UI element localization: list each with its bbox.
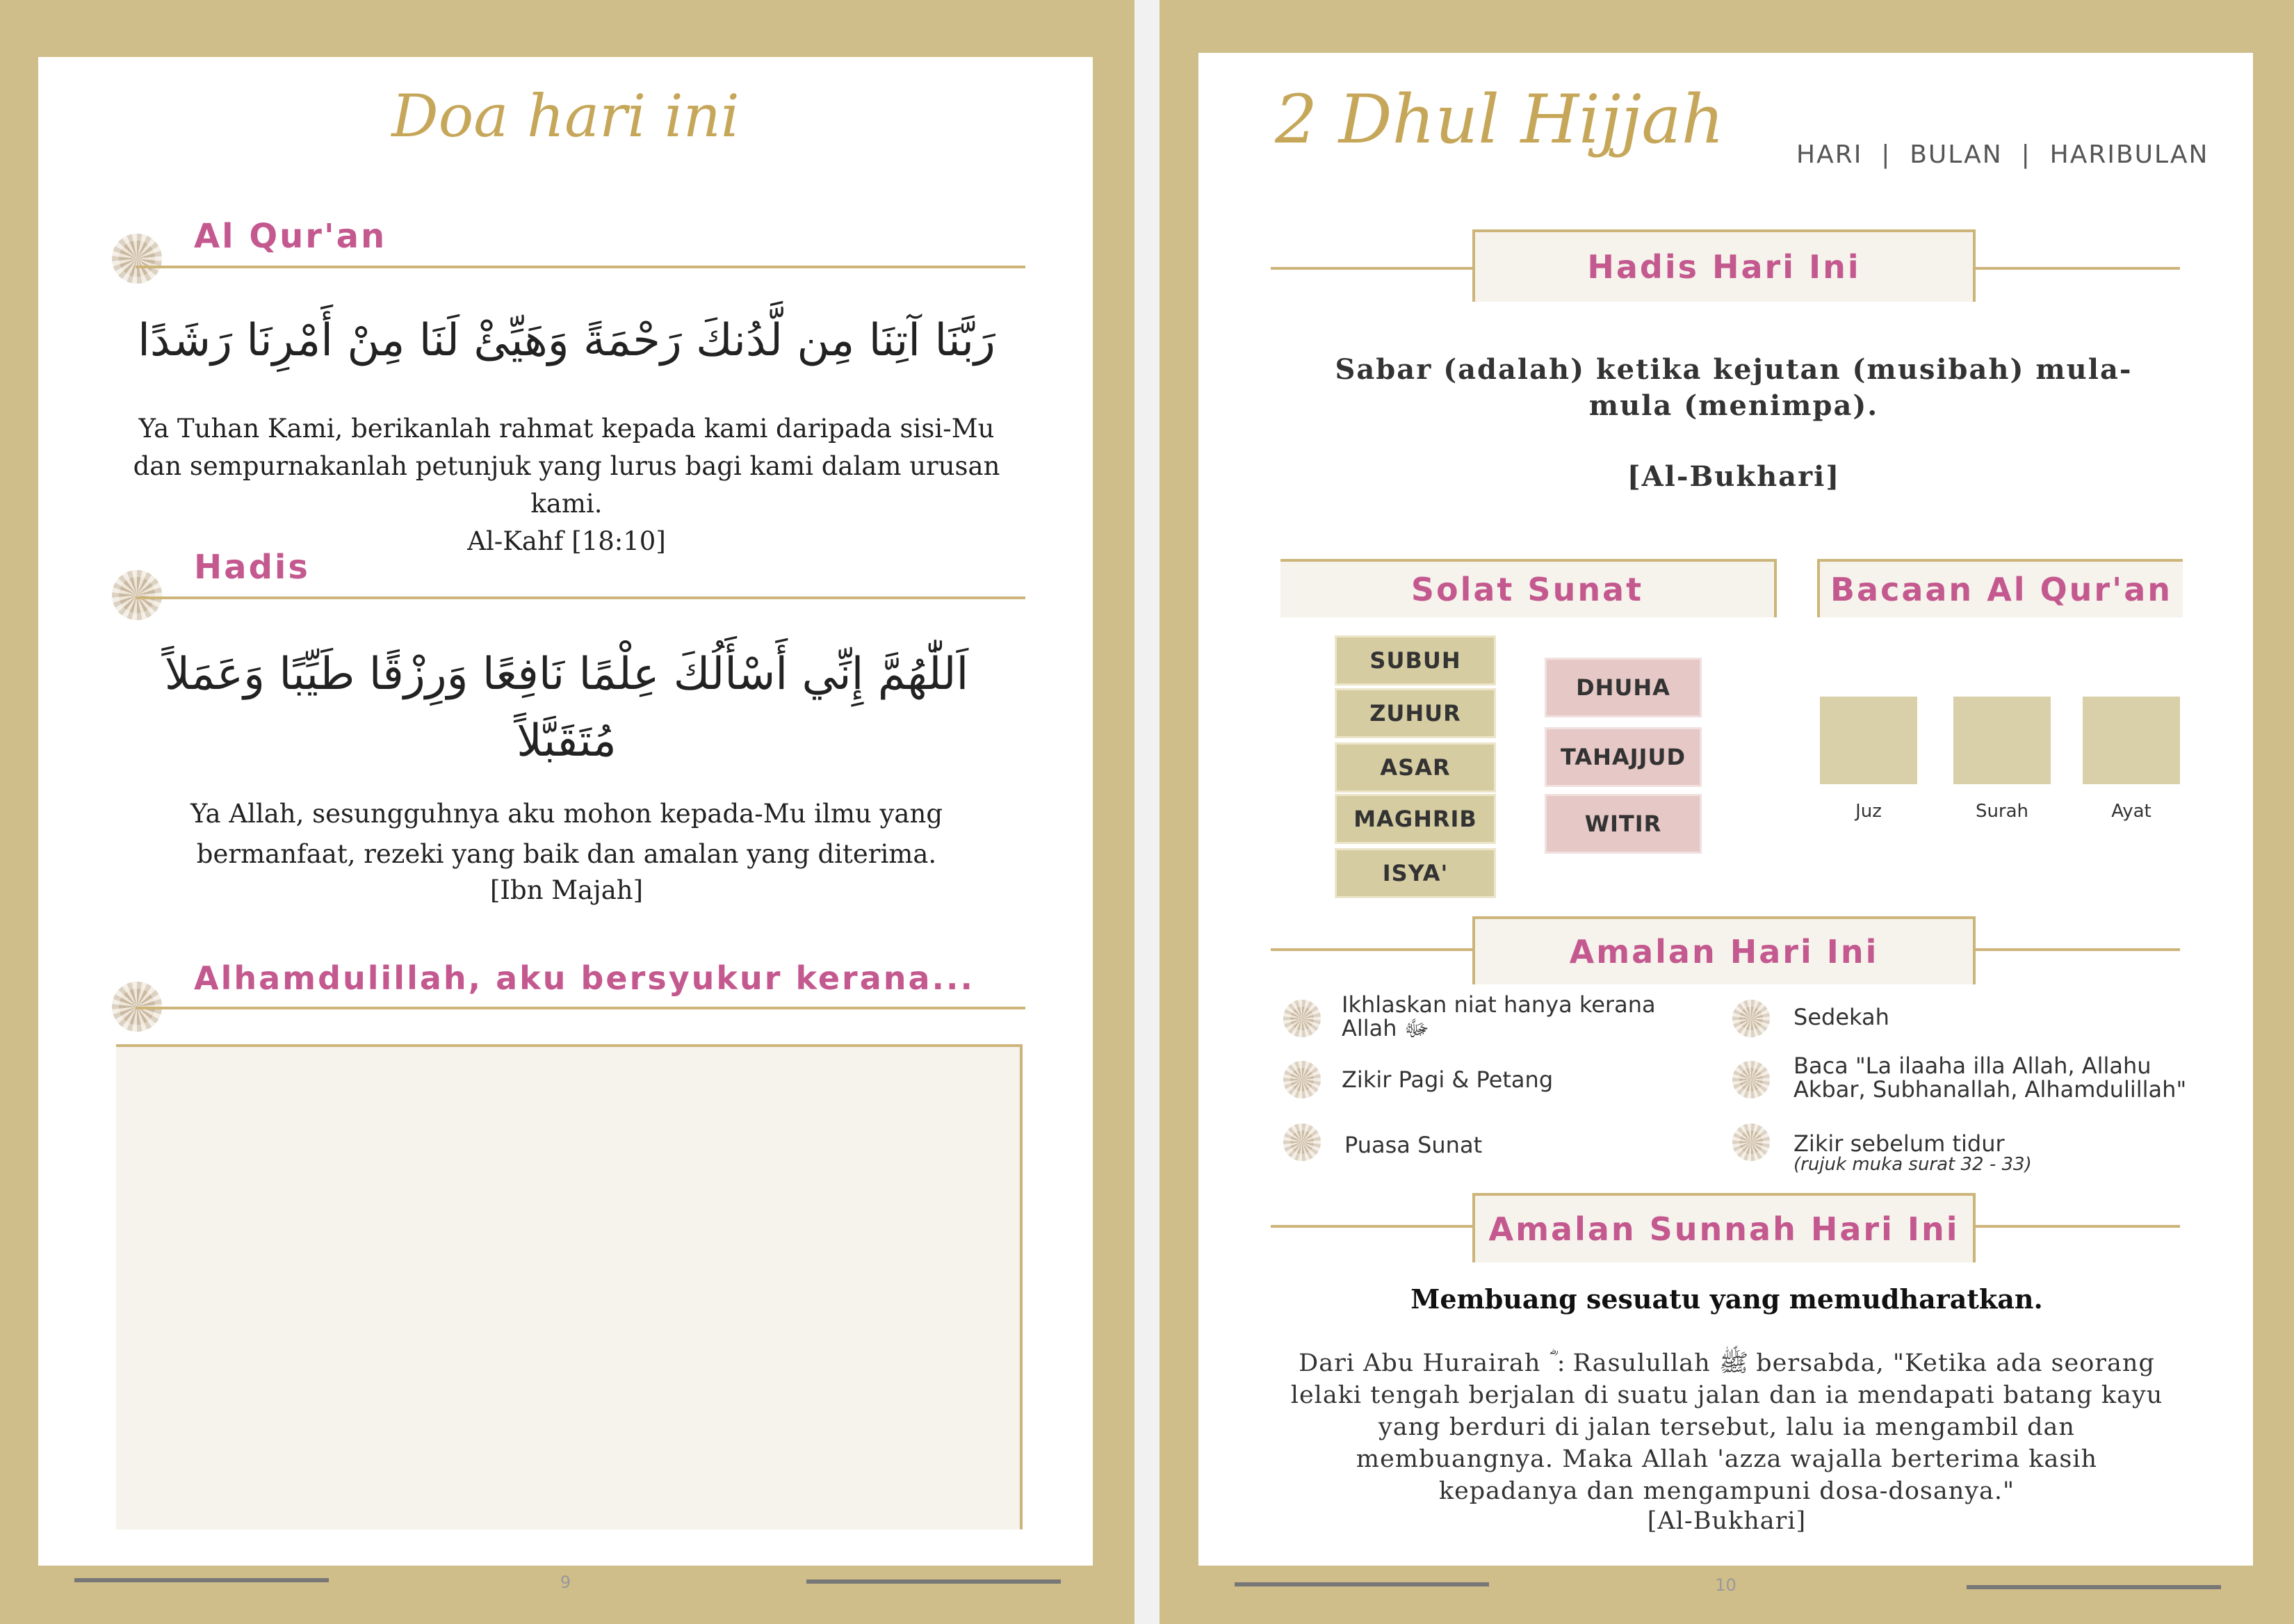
rosette-icon — [1732, 1000, 1770, 1037]
amalan-item: Baca "La ilaaha illa Allah, Allahu Akbar, Subhanallah, Alhamdulillah" — [1793, 1053, 2187, 1103]
amalan-item-text: Zikir sebelum tidur — [1793, 1130, 2005, 1157]
sunnah-text: Dari Abu Hurairah ؓ : Rasulullah ﷺ bersabda, "Ketika ada seorang lelaki tengah berjalan di suatu jalan dan ia mendapati batang kayu yang berduri di jalan tersebut, lalu ia mengambil dan membuangnya. Maka Allah 'azza wajalla berterima kasih kepadanya dan mengampuni dosa-dosanya." — [1290, 1349, 2163, 1505]
hadis-box-heading: Hadis Hari Ini — [1587, 248, 1861, 286]
hadis-box-text: Sabar (adalah) ketika kejutan (musibah) mula-mula (menimpa). — [1335, 353, 2133, 422]
hadis-translation: Ya Allah, sesungguhnya aku mohon kepada-Mu ilmu yang bermanfaat, rezeki yang baik dan amalan yang diterima. — [190, 799, 943, 869]
page-gutter — [1134, 0, 1160, 1624]
solat-tahajjud[interactable]: TAHAJJUD — [1545, 727, 1702, 787]
amalan-item: Zikir Pagi & Petang — [1342, 1066, 1554, 1093]
divider — [1271, 1225, 1472, 1228]
rosette-icon — [1732, 1123, 1770, 1161]
divider — [136, 266, 1025, 268]
bacaan-header — [1817, 559, 2183, 617]
juz-box[interactable] — [1820, 697, 1917, 784]
ayat-box[interactable] — [2083, 697, 2180, 784]
hadis-box-header — [1472, 229, 1976, 302]
left-page — [38, 57, 1093, 1592]
divider — [1976, 267, 2180, 270]
hadis-reference: [Ibn Majah] — [489, 875, 644, 905]
amalan-item-note: (rujuk muka surat 32 - 33) — [1793, 1154, 2032, 1175]
page-number: 10 — [1715, 1575, 1736, 1595]
solat-heading: Solat Sunat — [1410, 571, 1644, 608]
solat-maghrib[interactable]: MAGHRIB — [1335, 794, 1496, 844]
sunnah-reference: [Al-Bukhari] — [1647, 1507, 1807, 1535]
divider — [136, 596, 1025, 599]
divider — [1976, 948, 2180, 951]
ayat-label: Ayat — [2111, 801, 2151, 822]
quran-arabic: رَبَّنَا آتِنَا مِن لَّدُنكَ رَحْمَةً وَهَيِّئْ لَنَا مِنْ أَمْرِنَا رَشَدًا — [138, 315, 995, 366]
date-labels: HARI | BULAN | HARIBULAN — [1796, 140, 2209, 169]
sunnah-heading: Amalan Sunnah Hari Ini — [1488, 1210, 1960, 1248]
amalan-item — [1793, 1132, 2197, 1174]
right-page — [1198, 53, 2253, 1595]
quran-heading: Al Qur'an — [194, 217, 387, 256]
page-title: Doa hari ini — [391, 82, 740, 150]
hadis-box-reference: [Al-Bukhari] — [1627, 460, 1841, 493]
sunnah-header — [1472, 1193, 1976, 1262]
solat-asar[interactable]: ASAR — [1335, 742, 1496, 793]
hadis-arabic: اَللّٰهُمَّ إِنِّي أَسْأَلُكَ عِلْمًا نَافِعًا وَرِزْقًا طَيِّبًا وَعَمَلاً مُتَقَبَّلاً — [164, 649, 969, 767]
amalan-heading: Amalan Hari Ini — [1569, 933, 1879, 971]
solat-header — [1280, 559, 1777, 617]
gratitude-writing-box[interactable] — [116, 1044, 1023, 1529]
amalan-item: Sedekah — [1793, 1004, 1889, 1030]
divider — [1271, 267, 1472, 270]
sunnah-title: Membuang sesuatu yang memudharatkan. — [1410, 1283, 2043, 1315]
divider — [1271, 948, 1472, 951]
page-number: 9 — [560, 1573, 571, 1592]
quran-reference: Al-Kahf [18:10] — [467, 526, 666, 556]
divider — [136, 1007, 1025, 1009]
rosette-icon — [1283, 1061, 1321, 1098]
solat-subuh[interactable]: SUBUH — [1335, 635, 1496, 685]
solat-isya[interactable]: ISYA' — [1335, 848, 1496, 898]
amalan-item: Ikhlaskan niat hanya kerana Allah ﷻ — [1342, 991, 1656, 1041]
rosette-icon — [1732, 1061, 1770, 1098]
divider — [1976, 1225, 2180, 1228]
bacaan-heading: Bacaan Al Qur'an — [1830, 571, 2172, 608]
surah-box[interactable] — [1953, 697, 2051, 784]
solat-witir[interactable]: WITIR — [1545, 794, 1702, 854]
gratitude-heading: Alhamdulillah, aku bersyukur kerana... — [194, 959, 975, 997]
hadis-heading: Hadis — [194, 548, 310, 587]
solat-dhuha[interactable]: DHUHA — [1545, 658, 1702, 717]
amalan-header — [1472, 916, 1976, 984]
date-title: 2 Dhul Hijjah — [1275, 81, 1725, 159]
rosette-icon — [1283, 1123, 1321, 1161]
surah-label: Surah — [1975, 801, 2029, 822]
rosette-icon — [112, 570, 162, 620]
quran-translation: Ya Tuhan Kami, berikanlah rahmat kepada kami daripada sisi-Mu dan sempurnakanlah petunjuk yang lurus bagi kami dalam urusan kami. — [133, 414, 1000, 519]
solat-zuhur[interactable]: ZUHUR — [1335, 688, 1496, 738]
rosette-icon — [112, 234, 162, 284]
amalan-item: Puasa Sunat — [1344, 1132, 1483, 1158]
juz-label: Juz — [1855, 801, 1882, 822]
rosette-icon — [1283, 1000, 1321, 1037]
